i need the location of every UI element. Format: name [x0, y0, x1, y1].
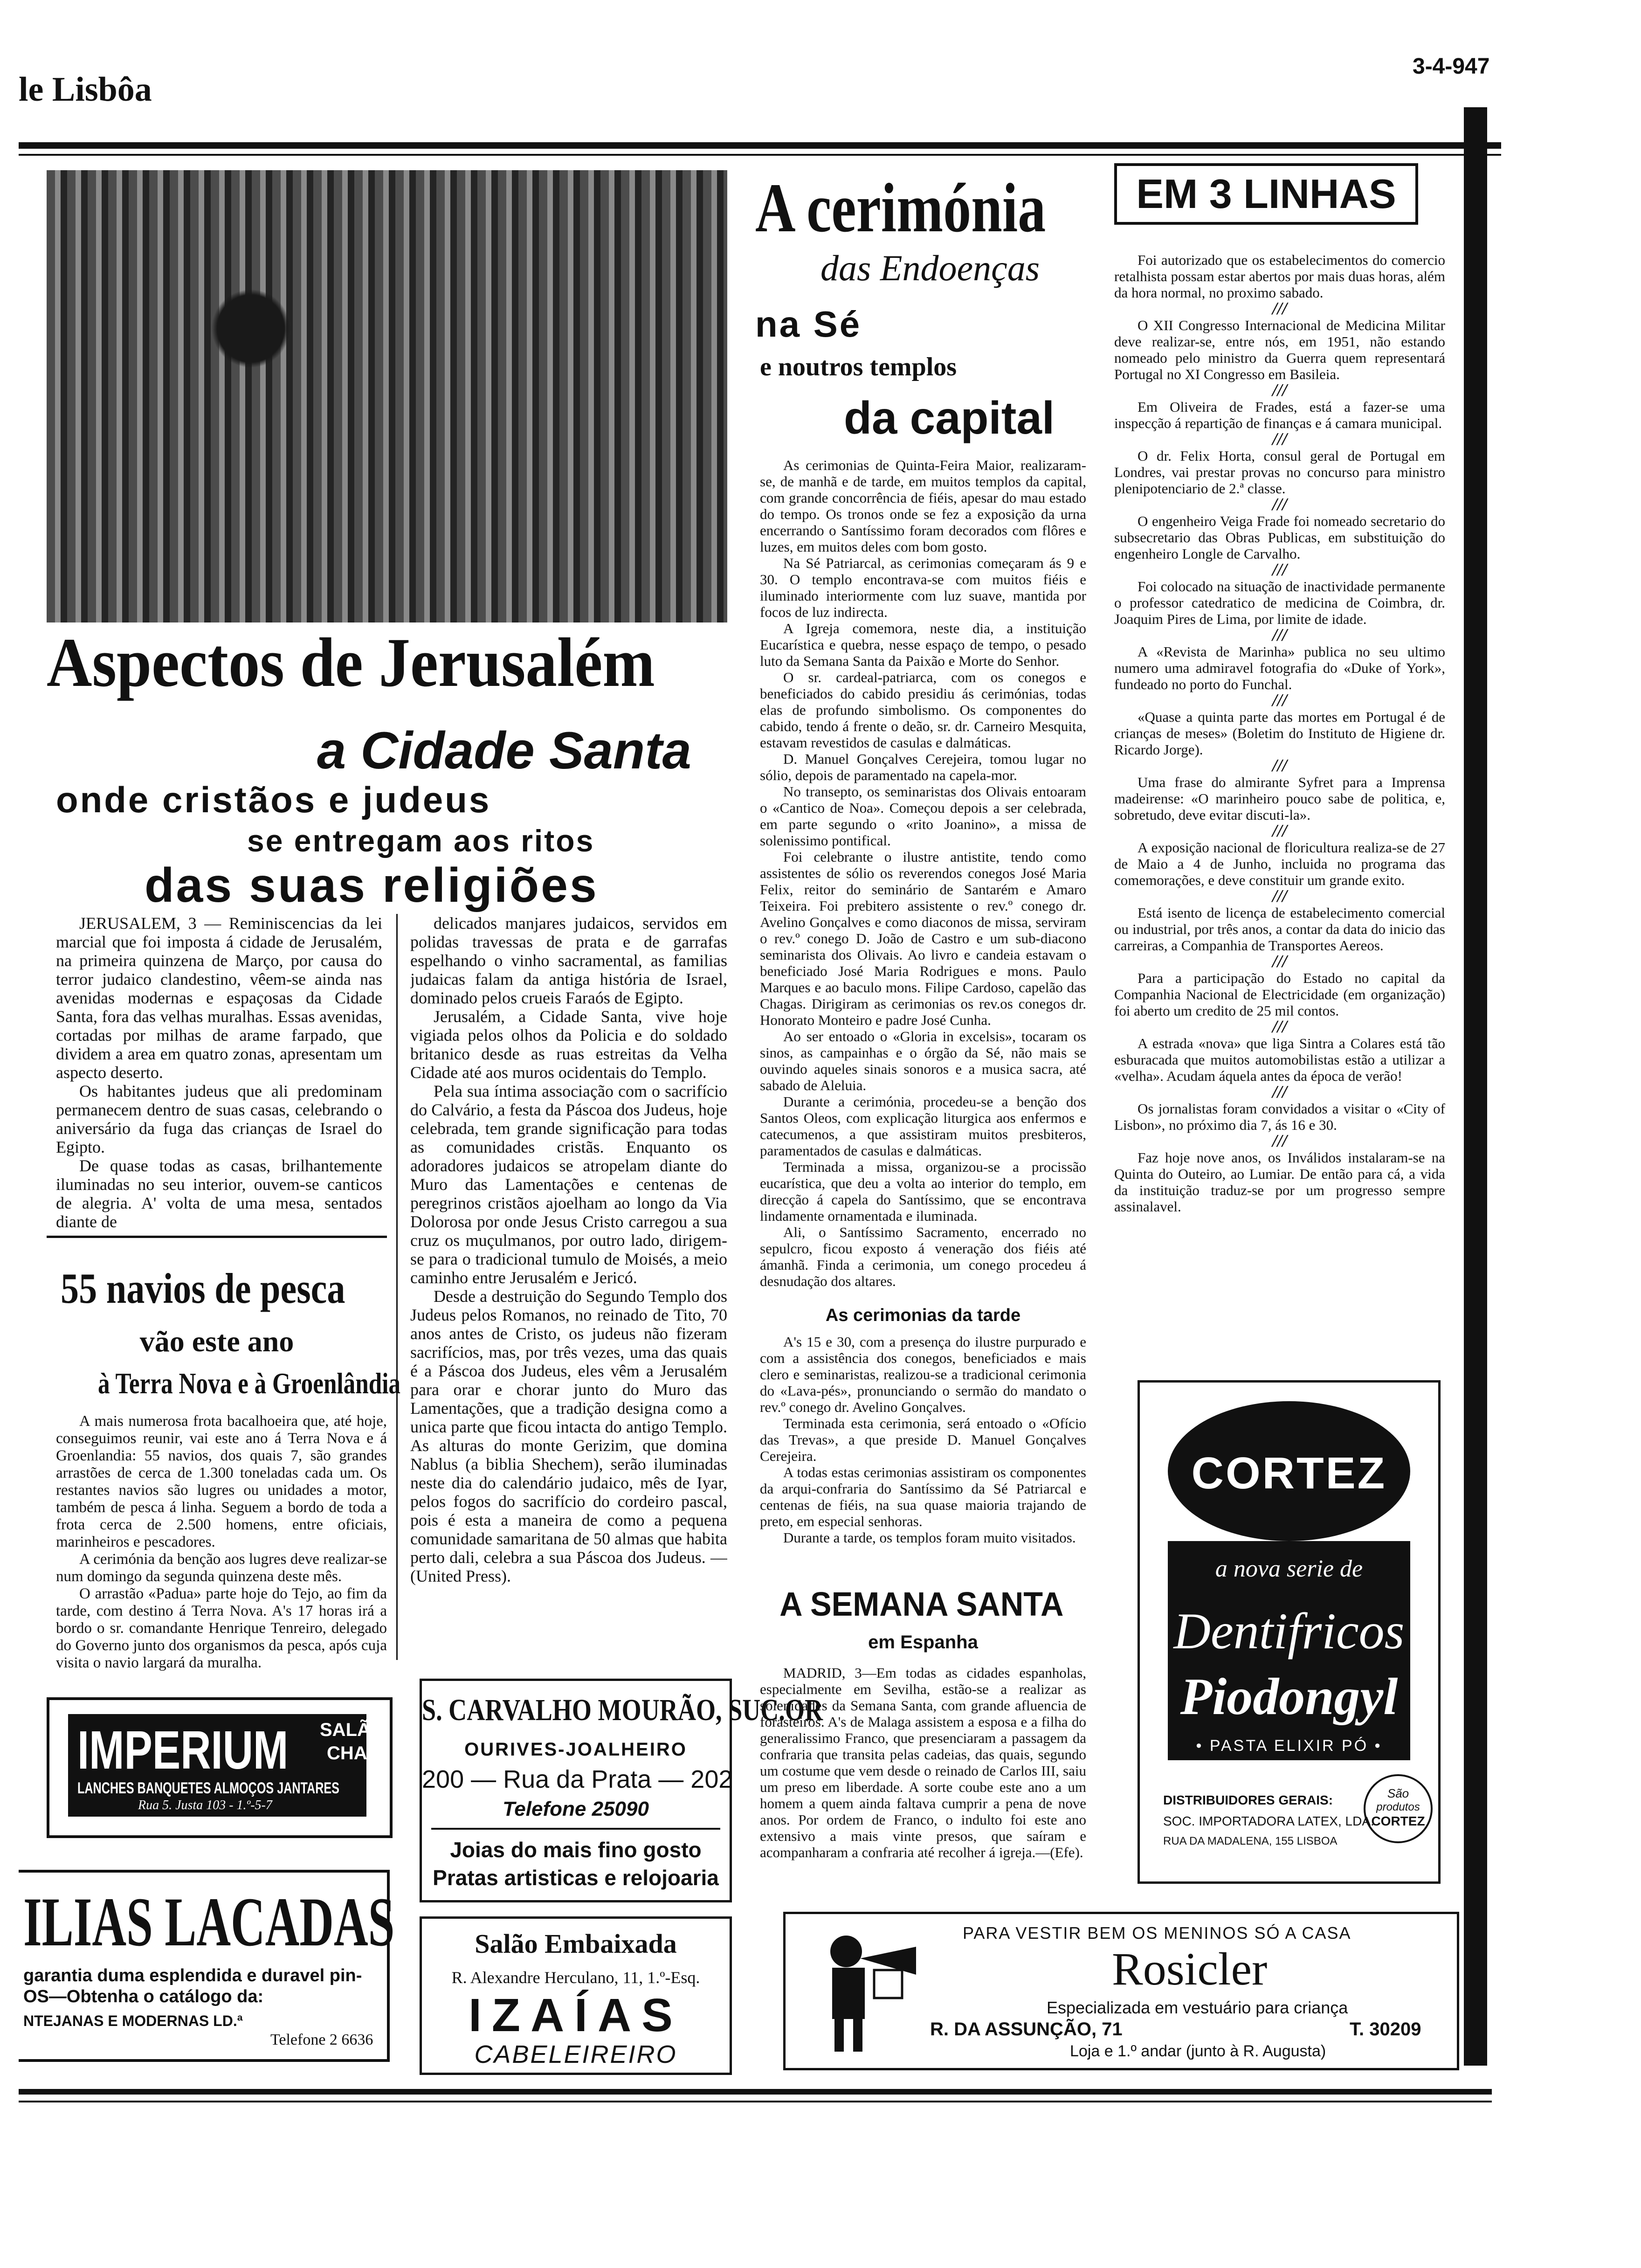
carvalho-line-2: Pratas artisticas e relojoaria: [433, 1866, 719, 1890]
lacadas-line-2: OS—Obtenha o catálogo da:: [23, 1987, 264, 2006]
carvalho-line-1: Joias do mais fino gosto: [450, 1838, 702, 1862]
em3-item: A estrada «nova» que liga Sintra a Colares está tão esburacada que muitos automobilistas estão a utilizar a «velha». Acudam áquela antes da época de verão!: [1114, 1035, 1445, 1084]
em3-separator: ///: [1272, 380, 1287, 400]
cerimonia-subhead-tarde: As cerimonias da tarde: [825, 1306, 1021, 1325]
embaixada-address: R. Alexandre Herculano, 11, 1.º-Esq.: [451, 1968, 700, 1987]
ad-lacadas: [19, 1870, 395, 2062]
navios-rule: [47, 1236, 387, 1238]
em3-title-box: [1114, 163, 1418, 225]
cerimonia-deck-1: na Sé: [755, 304, 862, 345]
jerusalem-photo: [47, 170, 727, 622]
cerimonia-deck-2: e noutros templos: [760, 353, 957, 381]
em3-separator: ///: [1272, 560, 1287, 580]
navios-subheadline: vão este ano: [139, 1325, 294, 1358]
em3-separator: ///: [1272, 691, 1287, 710]
top-rule-thin: [19, 154, 1501, 156]
bottom-rule: [19, 2089, 1492, 2095]
lacadas-name: ILIAS LACADAS: [23, 1883, 395, 1961]
em3-item: Foi colocado na situação de inactividade permanente o professor catedratico de medicina de Coimbra, dr. Joaquim Pires de Lima, por limite de idade.: [1114, 578, 1445, 627]
imperium-cha: CHA: [327, 1743, 367, 1763]
column-divider: [396, 914, 398, 1660]
carvalho-telephone: Telefone 25090: [503, 1798, 649, 1820]
em3-separator: ///: [1272, 429, 1287, 449]
em3-title: EM 3 LINHAS: [1136, 171, 1396, 217]
em3-separator: ///: [1272, 886, 1287, 906]
imperium-services: LANCHES BANQUETES ALMOÇOS JANTARES: [77, 1779, 339, 1797]
imperium-name: IMPERIUM: [77, 1720, 289, 1780]
em3-item: Para a participação do Estado no capital da Companhia Nacional de Electricidade (em organização) foi aberto um credito de 25 mil contos.: [1114, 970, 1445, 1019]
rosicler-speciality: Especializada em vestuário para criança: [1047, 1998, 1348, 2017]
cortez-brand: CORTEZ: [1191, 1448, 1387, 1498]
cortez-distrib-firm: SOC. IMPORTADORA LATEX, LDA.: [1163, 1814, 1374, 1828]
navios-headline: 55 navios de pesca: [61, 1265, 345, 1312]
cerimonia-deck-3: da capital: [844, 392, 1055, 443]
cerimonia-subheadline: das Endoenças: [820, 248, 1040, 288]
cortez-slogan: a nova serie de: [1215, 1556, 1363, 1582]
em3-item: Está isento de licença de estabelecimento comercial ou industrial, por três anos, a contar da data do inicio das carreiras, a Companhia de Transportes Aereos.: [1114, 905, 1445, 954]
em3-item: Uma frase do almirante Syfret para a Imprensa madeirense: «O marinheiro pouco sabe de politica, e, sobretudo, deve evitar discuti-la».: [1114, 774, 1445, 823]
em3-item: O engenheiro Veiga Frade foi nomeado secretario do subsecretario das Obras Publicas, em substituição do engenheiro Longle de Carvalho.: [1114, 513, 1445, 562]
bottom-rule-thin: [19, 2101, 1492, 2102]
cortez-seal-line-1: São: [1387, 1786, 1409, 1800]
em3-item: Os jornalistas foram convidados a visitar o «City of Lisbon», no próximo dia 7, ás 16 e 30.: [1114, 1100, 1445, 1133]
rosicler-name: Rosicler: [1112, 1943, 1268, 1995]
top-rule: [19, 142, 1501, 149]
jerusalem-deck-1: onde cristãos e judeus: [56, 779, 491, 820]
ad-rosicler: [783, 1912, 1459, 2070]
cortez-product-2: Piodongyl: [1180, 1668, 1398, 1726]
semana-santa-body: MADRID, 3—Em todas as cidades espanholas, especialmente em Sevilha, estão-se a realizar as solenidades da Semana Santa, com grande afluencia de forasteiros. A's de Malaga assistem a esposa e a filha do generalissimo Franco, que presenciaram a passagem da confraria que transita pelas cadeias, das quais, segundo um costume que vem desde o reinado de Carlos III, saiu um preso em liberdade. A sorte coube este ano a um homem a quem ainda faltava cumprir a pena de nove anos. Por ordem de Franco, o indulto foi este ano extensivo a mais vinte presos, que saíram e acompanharam a confraria até recolher á igreja.—(Efe).: [760, 1665, 1086, 1860]
rosicler-extra: Loja e 1.º andar (junto à R. Augusta): [1070, 2042, 1326, 2060]
lacadas-firm: NTEJANAS E MODERNAS LD.ª: [23, 2012, 243, 2029]
herald-trumpeter-icon: [804, 1923, 935, 2059]
em3-item: «Quase a quinta parte das mortes em Portugal é de crianças de meses» (Boletim do Instituto de Higiene dr. Ricardo Jorge).: [1114, 709, 1445, 758]
cortez-seal-line-3: CORTEZ: [1371, 1814, 1425, 1828]
rosicler-top: PARA VESTIR BEM OS MENINOS SÓ A CASA: [963, 1923, 1351, 1943]
jerusalem-column-1: JERUSALEM, 3 — Reminiscencias da lei marcial que foi imposta á cidade de Jerusalém, na primeira quinzena de Março, por causa do terror judaico clandestino, vêem-se ainda nas avenidas modernas e espaçosas da Cidade Santa, fora das velhas muralhas. Essas avenidas, cortadas por milhas de arame farpado, que dividem a area em quatro zonas, apresentam um aspecto deserto. Os habitantes judeus que ali predominam permanecem dentro de suas casas, celebrando o aniversário da fuga das crianças de Israel do Egipto. De quase todas as casas, brilhantemente iluminadas no seu interior, ouvem-se canticos de alegria. A' volta de uma mesa, sentados diante de: [56, 914, 382, 1231]
em3-list: [1114, 252, 1445, 1362]
carvalho-trade: OURIVES-JOALHEIRO: [464, 1739, 687, 1760]
ad-cortez: [1138, 1380, 1441, 1884]
em3-separator: ///: [1272, 952, 1287, 971]
navios-body: A mais numerosa frota bacalhoeira que, até hoje, conseguimos reunir, vai este ano á Terra Nova e á Groenlandia: 55 navios, dos quais 7, são grandes arrastões de cerca de 1.300 toneladas cada um. Os restantes navios são lugres ou unidades a motor, também de pesca á linha. Seguem a bordo de toda a frota cerca de 2.500 homens, entre oficiais, marinheiros e pescadores. A cerimónia da benção aos lugres deve realizar-se num domingo da segunda quinzena deste mês. O arrastão «Padua» parte hoje do Tejo, ao fim da tarde, com destino á Terra Nova. A's 17 horas irá a bordo o sr. comandante Henrique Tenreiro, delegado do Governo junto dos organismos da pesca, após cuja visita o navio largará da muralha.: [56, 1413, 387, 1671]
em3-separator: ///: [1272, 1131, 1287, 1151]
jerusalem-headline: Aspectos de Jerusalém: [47, 624, 655, 701]
imperium-address: Rua 5. Justa 103 - 1.º-5-7: [138, 1798, 272, 1812]
ad-imperium: [47, 1697, 393, 1838]
page-masthead: le Lisbôa: [19, 70, 152, 109]
ad-carvalho-mourao: [420, 1679, 823, 1902]
em3-separator: ///: [1272, 299, 1287, 318]
em3-item: Faz hoje nove anos, os Inválidos instalaram-se na Quinta do Outeiro, ao Lumiar. De então para cá, a vida da instituição traduz-se por um progresso sempre assinalavel.: [1114, 1149, 1445, 1215]
lacadas-telephone: Telefone 2 6636: [270, 2031, 373, 2048]
em3-item: Em Oliveira de Frades, está a fazer-se uma inspecção á repartição de finanças e á camara municipal.: [1114, 399, 1445, 431]
lacadas-line-1: garantia duma esplendida e duravel pin-: [23, 1966, 362, 1985]
cerimonia-body: As cerimonias de Quinta-Feira Maior, realizaram-se, de manhã e de tarde, em muitos templos da capital, com grande concorrência de fiéis, apesar do mau estado do tempo. Os tronos onde se fez a exposição da urna encerrando o Santíssimo foram decorados com flôres e luzes, em muitos deles com bom gosto. Na Sé Patriarcal, as cerimonias começaram ás 9 e 30. O templo encontrava-se com muitos fiéis e iluminado interiormente com luz suave, mantida por focos de luz indirecta. A Igreja comemora, neste dia, a instituição Eucarística e quebra, nesse espaço de tempo, o pesado luto da Semana Santa da Paixão e Morte do Senhor. O sr. cardeal-patriarca, com os conegos e beneficiados do cabido presidiu ás cerimónias, todas elas de profundo simbolismo. Os componentes do cabido, tendo á frente o deão, sr. dr. Carneiro Mesquita, estavam revestidos de casulas e dalmáticas. D. Manuel Gonçalves Cerejeira, tomou lugar no sólio, depois de paramentado na capela-mor. No transepto, os seminaristas dos Olivais entoaram o «Cantico de Noa». Começou depois a ser celebrada, em parte segundo o «rito Joanino», a missa de solenissimo pontifical. Foi celebrante o ilustre antistite, tendo como assistentes de sólio os reverendos conegos José Maria Felix, reitor do seminário de Santarém e Amaro Teixeira. Foi prebitero assistente o rev.º conego dr. Avelino Gonçalves e como diaconos de missa, serviram o rev.º conego D. João de Castro e um sub-diacono seminarista dos Olivais. Ao livro e candeia estavam o beneficiado José Maria Rodrigues e mons. Paulo Marques e ao baculo mons. Filipe Cardoso, capelão das Chagas. Dirigiram as cerimonias os rev.os conegos dr. Honorato Monteiro e padre José Cunha. Ao ser entoado o «Gloria in excelsis», tocaram os sinos, as campainhas e o órgão da Sé, não mais se ouvindo aqueles sinais sonoros e a musica sacra, até sabado de Aleluia. Durante a cerimónia, procedeu-se a benção dos Santos Oleos, com explicação liturgica aos enfermos e catecumenos, a que assistiram muitos presbiteros, paramentados de casulas e dalmáticas. Terminada a missa, organizou-se a procissão eucarística, que deu a volta ao interior do templo, em direcção á capela do Santíssimo, que se encontrava lindamente ornamentada e iluminada. Ali, o Santíssimo Sacramento, encerrado no sepulcro, ficou exposto á veneração dos fiéis até ámanhã. Finda a cerimonia, um conego procedeu á desnudação dos altares.: [760, 457, 1086, 1289]
em3-item: O dr. Felix Horta, consul geral de Portugal em Londres, vai prestar provas no concurso para ministro plenipotenciario de 2.ª classe.: [1114, 448, 1445, 497]
jerusalem-column-2: delicados manjares judaicos, servidos em polidas travessas de prata e de garrafas espelhando o vinho sacramental, as familias judaicas falam da antiga história de Israel, dominado pelos crueis Faraós de Egipto. Jerusalém, a Cidade Santa, vive hoje vigiada pelos olhos da Policia e do soldado britanico desde as ruas estreitas da Velha Cidade até aos muros ocidentais do Templo. Pela sua íntima associação com o sacrifício do Calvário, a festa da Páscoa dos Judeus, hoje celebrada, tem grande significação para todas as comunidades cristãs. Enquanto os adoradores judaicos se atropelam diante do Muro das Lamentações e centenas de peregrinos cristãos ajoelham ao longo da Via Dolorosa por onde Jesus Cristo carregou a sua cruz os muçulmanos, por outro lado, dirigem-se para o tradicional tumulo de Moisés, a meio caminho entre Jerusalém e Jericó. Desde a destruição do Segundo Templo dos Judeus pelos Romanos, no reinado de Tito, 70 anos antes de Cristo, os judeus não fizeram sacrifícios, mas, por três vezes, uma das quais é a Páscoa dos Judeus, eles vêm a Jerusalém para orar e chorar junto do Muro das Lamentações, que a tradição designa como a unica parte que ficou intacta do antigo Templo. As alturas do monte Gerizim, que domina Nablus (a biblia Shechem), serão iluminadas neste dia do calendário judaico, mês de Iyar, pelos fogos do sacrifício do cordeiro pascal, pois é esta a maneira de como a pequena comunidade samaritana de 50 almas que habita perto dali, celebra a sua Páscoa dos Judeus. — (United Press).: [410, 914, 727, 1585]
navios-deck: à Terra Nova e à Groenlândia: [98, 1367, 401, 1400]
cortez-seal-line-2: produtos: [1376, 1801, 1420, 1813]
em3-separator: ///: [1272, 495, 1287, 514]
jerusalem-deck-2: se entregam aos ritos: [247, 823, 595, 858]
imperium-salao: SALÃO: [320, 1720, 385, 1740]
cortez-distrib-label: DISTRIBUIDORES GERAIS:: [1163, 1793, 1333, 1807]
em3-item: O XII Congresso Internacional de Medicina Militar deve realizar-se, entre nós, em 1951, não estando nomeado pelo ministro da Guerra quem representará Portugal no XI Congresso em Basileia.: [1114, 317, 1445, 382]
jerusalem-deck-3: das suas religiões: [145, 858, 599, 913]
em3-item: A «Revista de Marinha» publica no seu ultimo numero uma admiravel fotografia do «Duke of York», fundeado no porto do Funchal.: [1114, 643, 1445, 692]
right-bar: [1464, 107, 1487, 2066]
cortez-product-1: Dentifricos: [1173, 1603, 1405, 1660]
em3-item: A exposição nacional de floricultura realiza-se de 27 de Maio a 4 de Junho, incluida no programa das comemorações, e deve constituir um grande exito.: [1114, 839, 1445, 888]
rosicler-telephone: T. 30209: [1350, 2019, 1421, 2040]
rosicler-address: R. DA ASSUNÇÃO, 71: [930, 2019, 1123, 2040]
carvalho-address: 200 — Rua da Prata — 202: [422, 1765, 733, 1793]
embaixada-name: Salão Embaixada: [475, 1929, 677, 1959]
ad-salao-embaixada: [420, 1916, 732, 2075]
em3-item: Foi autorizado que os estabelecimentos do comercio retalhista possam estar abertos por mais duas horas, além da hora normal, no proximo sabado.: [1114, 252, 1445, 301]
em3-separator: ///: [1272, 1017, 1287, 1037]
em3-separator: ///: [1272, 821, 1287, 841]
cortez-distrib-address: RUA DA MADALENA, 155 LISBOA: [1163, 1835, 1338, 1847]
page-date: 3-4-947: [1413, 54, 1490, 79]
carvalho-name: S. CARVALHO MOURÃO, SUC.OR: [422, 1693, 823, 1727]
em3-separator: ///: [1272, 756, 1287, 775]
izaias-name: IZAÍAS: [469, 1989, 683, 2041]
izaias-trade: CABELEIREIRO: [474, 2040, 677, 2068]
cerimonia-body-tarde: A's 15 e 30, com a presença do ilustre purpurado e com a assistência dos conegos, beneficiados e mais clero e seminaristas, realizou-se a tradicional cerimonia do «Lava-pés», pronunciando o sermão do mandato o rev.º conego dr. Avelino Gonçalves. Terminada esta cerimonia, será entoado o «Ofício das Trevas», a que preside D. Manuel Gonçalves Cerejeira. A todas estas cerimonias assistiram os componentes da arqui-confraria do Santíssimo da Sé Patriarcal e centenas de fiéis, na sua quase maioria trajando de preto, em especial senhoras. Durante a tarde, os templos foram muito visitados.: [760, 1334, 1086, 1546]
cortez-seal: [1364, 1774, 1433, 1843]
semana-santa-headline: A SEMANA SANTA: [779, 1586, 1064, 1623]
em3-separator: ///: [1272, 625, 1287, 645]
semana-santa-subheadline: em Espanha: [868, 1632, 978, 1653]
cortez-types: • PASTA ELIXIR PÓ •: [1196, 1737, 1382, 1755]
em3-separator: ///: [1272, 1082, 1287, 1102]
jerusalem-subheadline: a Cidade Santa: [317, 721, 691, 780]
cerimonia-headline: A cerimónia: [755, 169, 1046, 247]
